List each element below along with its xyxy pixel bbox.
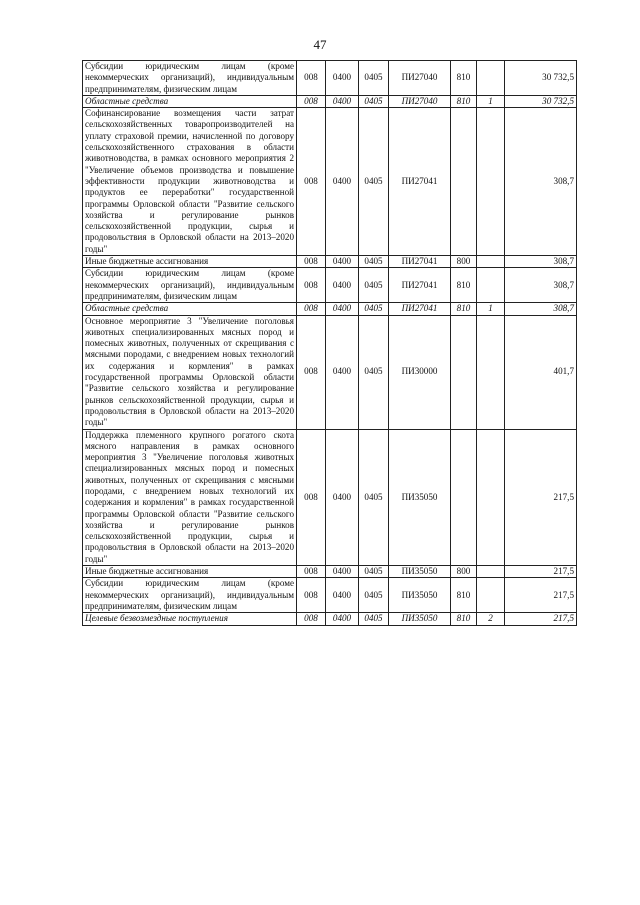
table-row (83, 613, 577, 625)
budget-table (82, 60, 577, 626)
target-article-cell: ПИ35050 (389, 613, 451, 625)
ved-code-cell: 008 (297, 578, 326, 613)
target-article-cell: ПИ35050 (389, 566, 451, 578)
section-code-cell: 0400 (326, 613, 359, 625)
page-number: 47 (313, 37, 327, 52)
subsection-code-cell: 0405 (359, 613, 389, 625)
budget-table-body (83, 61, 577, 626)
section-code-cell: 0400 (326, 429, 359, 566)
expense-type-cell: 810 (451, 578, 477, 613)
expense-type-cell: 800 (451, 566, 477, 578)
funding-source-cell (477, 61, 505, 96)
section-code-cell: 0400 (326, 315, 359, 429)
target-article-cell: ПИ27041 (389, 303, 451, 315)
table-row (83, 256, 577, 268)
funding-source-cell (477, 429, 505, 566)
expense-type-cell (451, 315, 477, 429)
section-code-cell: 0400 (326, 61, 359, 96)
row-name-cell: Областные средства (83, 95, 297, 107)
funding-source-cell (477, 108, 505, 256)
table-row (83, 315, 577, 429)
funding-source-cell (477, 256, 505, 268)
ved-code-cell: 008 (297, 429, 326, 566)
target-article-cell: ПИ27041 (389, 108, 451, 256)
subsection-code-cell: 0405 (359, 578, 389, 613)
section-code-cell: 0400 (326, 256, 359, 268)
table-row (83, 566, 577, 578)
table-row (83, 61, 577, 96)
table-row (83, 303, 577, 315)
expense-type-cell: 810 (451, 303, 477, 315)
target-article-cell: ПИ30000 (389, 315, 451, 429)
section-code-cell: 0400 (326, 578, 359, 613)
amount-cell: 217,5 (505, 613, 577, 625)
table-row (83, 108, 577, 256)
ved-code-cell: 008 (297, 613, 326, 625)
row-name-cell: Софинансирование возмещения части затрат сельскохозяйственных товаропроизводителей на уплату страховой премии, начисленной по договору сельскохозяйственного страхования в области животноводства, в рамках основного мероприятия 2 "Увеличение объемов производства и повышение эффективности продукции животноводства и продуктов ее переработки" государственной программы Орловской области "Развитие сельского хозяйства и регулирование рынков сельскохозяйственной продукции, сырья и продовольствия в Орловской области на 2013–2020 годы" (83, 108, 297, 256)
ved-code-cell: 008 (297, 256, 326, 268)
ved-code-cell: 008 (297, 315, 326, 429)
amount-cell: 308,7 (505, 268, 577, 303)
ved-code-cell: 008 (297, 108, 326, 256)
row-name-cell: Субсидии юридическим лицам (кроме некоммерческих организаций), индивидуальным предпринимателям, физическим лицам (83, 578, 297, 613)
target-article-cell: ПИ27040 (389, 61, 451, 96)
table-row (83, 578, 577, 613)
row-name-cell: Областные средства (83, 303, 297, 315)
expense-type-cell: 810 (451, 268, 477, 303)
subsection-code-cell: 0405 (359, 95, 389, 107)
ved-code-cell: 008 (297, 268, 326, 303)
ved-code-cell: 008 (297, 61, 326, 96)
funding-source-cell (477, 315, 505, 429)
row-name-cell: Субсидии юридическим лицам (кроме некоммерческих организаций), индивидуальным предпринимателям, физическим лицам (83, 268, 297, 303)
expense-type-cell: 810 (451, 613, 477, 625)
ved-code-cell: 008 (297, 303, 326, 315)
funding-source-cell: 2 (477, 613, 505, 625)
funding-source-cell (477, 578, 505, 613)
row-name-cell: Иные бюджетные ассигнования (83, 256, 297, 268)
subsection-code-cell: 0405 (359, 429, 389, 566)
row-name-cell: Поддержка племенного крупного рогатого скота мясного направления в рамках основного мероприятия 3 "Увеличение поголовья животных специализированных мясных пород и помесных животных, полученных от скрещивания с мясными породами, с внедрением новых технологий их содержания и кормления" в рамках государственной программы Орловской области "Развитие сельского хозяйства и регулирование рынков сельскохозяйственной продукции, сырья и продовольствия в Орловской области на 2013–2020 годы" (83, 429, 297, 566)
expense-type-cell: 800 (451, 256, 477, 268)
expense-type-cell: 810 (451, 61, 477, 96)
subsection-code-cell: 0405 (359, 268, 389, 303)
funding-source-cell: 1 (477, 95, 505, 107)
row-name-cell: Основное мероприятие 3 "Увеличение поголовья животных специализированных мясных пород и помесных животных, полученных от скрещивания с мясными породами, с внедрением новых технологий их содержания и кормления" в рамках государственной программы Орловской области "Развитие сельского хозяйства и регулирование рынков сельскохозяйственной продукции, сырья и продовольствия в Орловской области на 2013–2020 годы" (83, 315, 297, 429)
funding-source-cell: 1 (477, 303, 505, 315)
amount-cell: 217,5 (505, 566, 577, 578)
target-article-cell: ПИ35050 (389, 578, 451, 613)
table-row (83, 268, 577, 303)
row-name-cell: Целевые безвозмездные поступления (83, 613, 297, 625)
amount-cell: 308,7 (505, 108, 577, 256)
section-code-cell: 0400 (326, 108, 359, 256)
target-article-cell: ПИ27041 (389, 256, 451, 268)
section-code-cell: 0400 (326, 95, 359, 107)
target-article-cell: ПИ27041 (389, 268, 451, 303)
ved-code-cell: 008 (297, 566, 326, 578)
section-code-cell: 0400 (326, 303, 359, 315)
subsection-code-cell: 0405 (359, 303, 389, 315)
ved-code-cell: 008 (297, 95, 326, 107)
subsection-code-cell: 0405 (359, 256, 389, 268)
section-code-cell: 0400 (326, 268, 359, 303)
expense-type-cell (451, 429, 477, 566)
amount-cell: 217,5 (505, 578, 577, 613)
amount-cell: 308,7 (505, 256, 577, 268)
expense-type-cell (451, 108, 477, 256)
row-name-cell: Иные бюджетные ассигнования (83, 566, 297, 578)
amount-cell: 308,7 (505, 303, 577, 315)
subsection-code-cell: 0405 (359, 315, 389, 429)
amount-cell: 30 732,5 (505, 61, 577, 96)
table-row (83, 95, 577, 107)
table-row (83, 429, 577, 566)
subsection-code-cell: 0405 (359, 108, 389, 256)
funding-source-cell (477, 268, 505, 303)
target-article-cell: ПИ35050 (389, 429, 451, 566)
expense-type-cell: 810 (451, 95, 477, 107)
amount-cell: 30 732,5 (505, 95, 577, 107)
target-article-cell: ПИ27040 (389, 95, 451, 107)
amount-cell: 401,7 (505, 315, 577, 429)
section-code-cell: 0400 (326, 566, 359, 578)
subsection-code-cell: 0405 (359, 566, 389, 578)
amount-cell: 217,5 (505, 429, 577, 566)
funding-source-cell (477, 566, 505, 578)
row-name-cell: Субсидии юридическим лицам (кроме некоммерческих организаций), индивидуальным предпринимателям, физическим лицам (83, 61, 297, 96)
subsection-code-cell: 0405 (359, 61, 389, 96)
